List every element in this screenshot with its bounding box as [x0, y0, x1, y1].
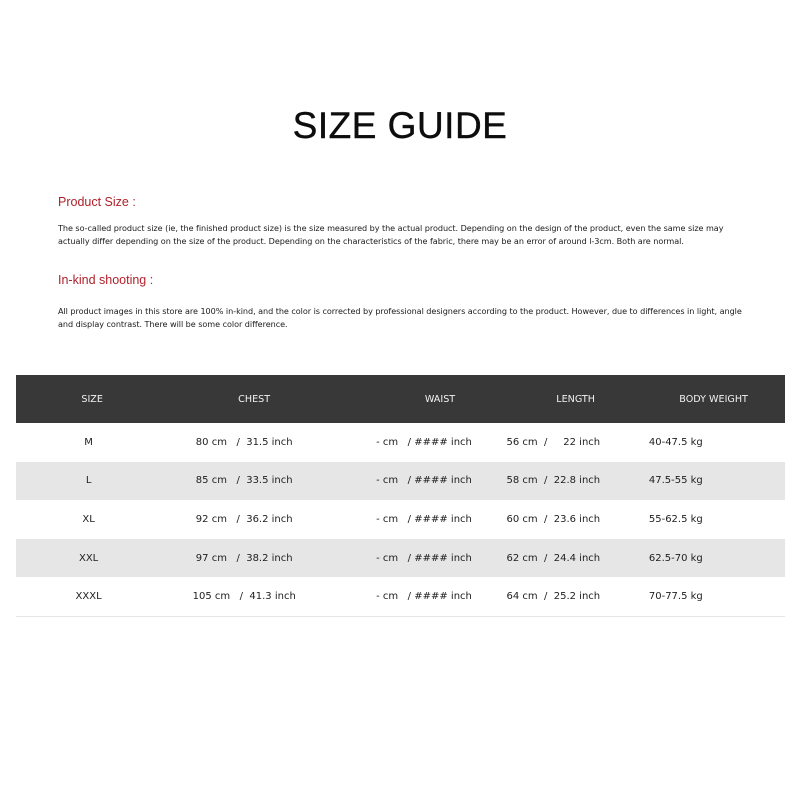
product-size-description: The so-called product size (ie, the finished product size) is the size measured by the actual product. Depending on the design of the product, even the same size may actually differ depending on the size of the product. Depending on the characteristics of the fabric, there may be an error of around l-3cm. Both are normal. — [58, 223, 724, 246]
cell-size: L — [85, 475, 92, 487]
cell-body-weight: 40-47.5 kg — [648, 436, 703, 448]
header-chest: CHEST — [238, 393, 271, 405]
cell-chest: 97 cm / 38.2 inch — [195, 552, 293, 564]
in-kind-shooting-heading: In-kind shooting : — [58, 273, 154, 287]
cell-length: 60 cm / 23.6 inch — [506, 513, 601, 525]
cell-waist: - cm / #### inch — [376, 591, 472, 603]
cell-chest: 105 cm / 41.3 inch — [192, 591, 296, 603]
cell-size: XL — [82, 513, 95, 525]
cell-body-weight: 62.5-70 kg — [648, 552, 703, 564]
cell-length: 64 cm / 25.2 inch — [506, 591, 601, 603]
header-body-weight: BODY WEIGHT — [679, 393, 748, 405]
header-waist: WAIST — [424, 393, 456, 405]
size-table — [16, 375, 785, 617]
table-header-row — [16, 375, 785, 423]
cell-chest: 92 cm / 36.2 inch — [195, 513, 293, 525]
cell-size: M — [84, 436, 93, 448]
cell-length: 62 cm / 24.4 inch — [506, 552, 601, 564]
cell-waist: - cm / #### inch — [376, 436, 472, 448]
cell-waist: - cm / #### inch — [376, 513, 472, 525]
cell-length: 58 cm / 22.8 inch — [506, 475, 601, 487]
page-title: SIZE GUIDE — [292, 105, 508, 146]
table-row — [16, 462, 785, 501]
cell-chest: 85 cm / 33.5 inch — [195, 475, 293, 487]
in-kind-shooting-description: All product images in this store are 100% in-kind, and the color is corrected by professional designers according to the product. However, due to differences in light, angle and display contrast. There will be some color difference. — [58, 306, 742, 329]
header-length: LENGTH — [556, 393, 595, 405]
table-row — [16, 423, 785, 462]
cell-waist: - cm / #### inch — [376, 552, 472, 564]
cell-waist: - cm / #### inch — [376, 475, 472, 487]
table-row — [16, 539, 785, 578]
header-size: SIZE — [81, 393, 103, 405]
cell-body-weight: 70-77.5 kg — [648, 591, 703, 603]
cell-body-weight: 47.5-55 kg — [648, 475, 703, 487]
table-row — [16, 500, 785, 539]
product-size-heading: Product Size : — [58, 195, 136, 209]
cell-chest: 80 cm / 31.5 inch — [195, 436, 293, 448]
cell-size: XXL — [78, 552, 99, 564]
cell-length: 56 cm / 22 inch — [506, 436, 601, 448]
cell-body-weight: 55-62.5 kg — [648, 513, 703, 525]
cell-size: XXXL — [75, 591, 102, 603]
table-row — [16, 577, 785, 617]
